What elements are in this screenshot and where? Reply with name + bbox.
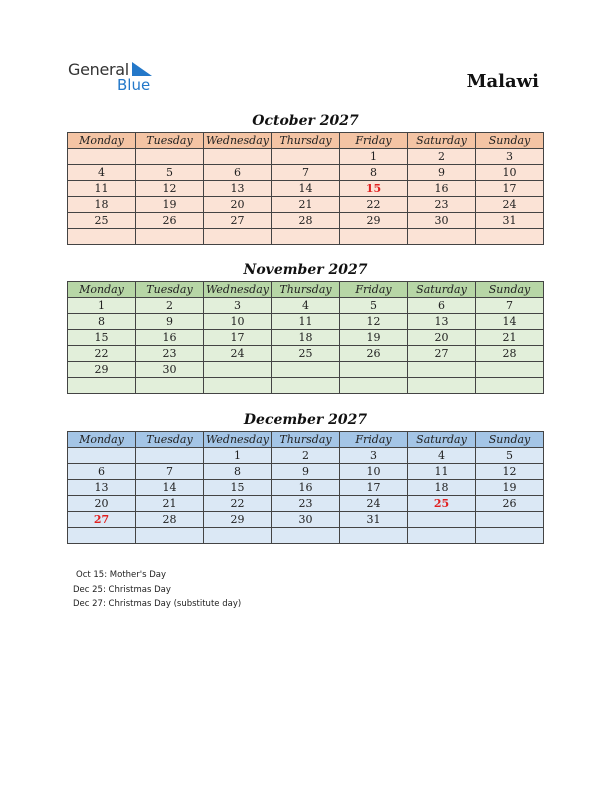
empty-day-cell [204,229,272,245]
day-cell: 7 [136,464,204,480]
day-cell: 20 [408,330,476,346]
month-november [67,260,544,394]
day-cell: 3 [340,448,408,464]
empty-day-cell [408,528,476,544]
holiday-note: Dec 25: Christmas Day [73,584,171,595]
day-cell: 10 [340,464,408,480]
day-cell: 31 [340,512,408,528]
weekday-header-sunday: Sunday [476,282,544,298]
country-title: Malawi [466,71,539,92]
day-cell: 29 [204,512,272,528]
calendar-table [67,132,544,245]
day-cell: 23 [272,496,340,512]
day-cell: 6 [408,298,476,314]
day-cell: 22 [340,197,408,213]
weekday-header-row [68,133,544,149]
weekday-header-monday: Monday [68,282,136,298]
empty-day-cell [408,512,476,528]
empty-day-cell [340,528,408,544]
empty-day-cell [68,378,136,394]
month-october [67,111,544,245]
weekday-header-tuesday: Tuesday [136,432,204,448]
weekday-header-sunday: Sunday [476,432,544,448]
day-cell: 9 [408,165,476,181]
empty-day-cell [68,149,136,165]
empty-day-cell [272,149,340,165]
empty-day-cell [204,362,272,378]
holiday-notes [73,568,241,612]
day-cell: 20 [68,496,136,512]
day-cell: 19 [136,197,204,213]
day-cell: 9 [272,464,340,480]
day-cell: 26 [340,346,408,362]
month-title: October 2027 [252,113,359,129]
day-cell: 24 [340,496,408,512]
week-row [68,448,544,464]
holiday-note: Dec 27: Christmas Day (substitute day) [73,599,242,609]
week-row [68,330,544,346]
logo-triangle-icon [132,62,152,78]
week-row [68,314,544,330]
day-cell: 14 [476,314,544,330]
day-cell: 16 [136,330,204,346]
week-row [68,181,544,197]
empty-day-cell [476,362,544,378]
day-cell: 2 [272,448,340,464]
empty-day-cell [476,512,544,528]
empty-day-cell [136,378,204,394]
day-cell: 27 [204,213,272,229]
day-cell: 30 [408,213,476,229]
day-cell: 23 [408,197,476,213]
weekday-header-monday: Monday [68,133,136,149]
day-cell: 19 [476,480,544,496]
day-cell: 12 [476,464,544,480]
weekday-header-thursday: Thursday [272,432,340,448]
day-cell: 17 [204,330,272,346]
logo [68,60,168,96]
empty-day-cell [476,528,544,544]
day-cell: 24 [204,346,272,362]
day-cell: 4 [272,298,340,314]
week-row [68,464,544,480]
day-cell: 10 [476,165,544,181]
empty-day-cell [272,378,340,394]
day-cell: 18 [408,480,476,496]
day-cell: 25 [68,213,136,229]
empty-day-cell [68,229,136,245]
month-title: December 2027 [243,412,368,428]
day-cell: 28 [136,512,204,528]
week-row [68,362,544,378]
day-cell: 29 [68,362,136,378]
day-cell: 17 [340,480,408,496]
day-cell: 11 [272,314,340,330]
empty-day-cell [136,229,204,245]
weekday-header-friday: Friday [340,282,408,298]
day-cell: 13 [68,480,136,496]
day-cell: 30 [272,512,340,528]
day-cell: 6 [68,464,136,480]
day-cell: 13 [408,314,476,330]
empty-day-cell [204,378,272,394]
weekday-header-saturday: Saturday [408,133,476,149]
week-row [68,213,544,229]
day-cell: 12 [136,181,204,197]
day-cell: 24 [476,197,544,213]
day-cell: 27 [408,346,476,362]
day-cell: 21 [136,496,204,512]
empty-day-cell [272,362,340,378]
day-cell: 11 [68,181,136,197]
calendar-table [67,431,544,544]
weekday-header-tuesday: Tuesday [136,282,204,298]
empty-day-cell [204,149,272,165]
empty-day-cell [68,448,136,464]
day-cell: 18 [68,197,136,213]
day-cell: 4 [408,448,476,464]
day-cell: 12 [340,314,408,330]
weekday-header-thursday: Thursday [272,282,340,298]
weekday-header-wednesday: Wednesday [204,133,272,149]
day-cell: 5 [476,448,544,464]
week-row [68,197,544,213]
empty-day-cell [408,229,476,245]
day-cell: 3 [476,149,544,165]
day-cell: 21 [272,197,340,213]
weekday-header-thursday: Thursday [272,133,340,149]
day-cell: 15 [68,330,136,346]
logo-text-general: General [68,60,129,79]
week-row [68,480,544,496]
day-cell: 28 [272,213,340,229]
month-december [67,410,544,544]
day-cell: 30 [136,362,204,378]
weekday-header-friday: Friday [340,133,408,149]
day-cell: 22 [204,496,272,512]
calendar-table [67,281,544,394]
empty-day-cell [340,378,408,394]
day-cell: 28 [476,346,544,362]
day-cell: 31 [476,213,544,229]
day-cell: 13 [204,181,272,197]
day-cell: 11 [408,464,476,480]
day-cell: 17 [476,181,544,197]
weekday-header-friday: Friday [340,432,408,448]
day-cell: 7 [272,165,340,181]
day-cell: 8 [204,464,272,480]
day-cell: 16 [408,181,476,197]
empty-day-cell [340,362,408,378]
empty-day-cell [476,229,544,245]
week-row [68,346,544,362]
empty-day-cell [272,229,340,245]
empty-day-cell [408,378,476,394]
week-row [68,229,544,245]
day-cell: 25 [272,346,340,362]
day-cell: 6 [204,165,272,181]
weekday-header-monday: Monday [68,432,136,448]
day-cell: 26 [476,496,544,512]
day-cell: 14 [272,181,340,197]
day-cell: 2 [408,149,476,165]
weekday-header-row [68,282,544,298]
day-cell: 19 [340,330,408,346]
day-cell: 29 [340,213,408,229]
holiday-day-cell: 15 [340,181,408,197]
week-row [68,149,544,165]
day-cell: 26 [136,213,204,229]
day-cell: 5 [136,165,204,181]
day-cell: 2 [136,298,204,314]
day-cell: 1 [204,448,272,464]
day-cell: 15 [204,480,272,496]
weekday-header-saturday: Saturday [408,282,476,298]
day-cell: 3 [204,298,272,314]
week-row [68,496,544,512]
weekday-header-row [68,432,544,448]
empty-day-cell [204,528,272,544]
week-row [68,378,544,394]
day-cell: 8 [340,165,408,181]
empty-day-cell [340,229,408,245]
day-cell: 4 [68,165,136,181]
empty-day-cell [136,448,204,464]
weekday-header-tuesday: Tuesday [136,133,204,149]
day-cell: 8 [68,314,136,330]
day-cell: 23 [136,346,204,362]
holiday-day-cell: 27 [68,512,136,528]
day-cell: 10 [204,314,272,330]
day-cell: 16 [272,480,340,496]
empty-day-cell [136,149,204,165]
month-title: November 2027 [243,262,368,278]
week-row [68,512,544,528]
day-cell: 9 [136,314,204,330]
holiday-note: Oct 15: Mother's Day [76,570,167,580]
logo-text-blue: Blue [117,76,151,94]
day-cell: 18 [272,330,340,346]
empty-day-cell [68,528,136,544]
day-cell: 20 [204,197,272,213]
weekday-header-sunday: Sunday [476,133,544,149]
empty-day-cell [408,362,476,378]
day-cell: 5 [340,298,408,314]
day-cell: 14 [136,480,204,496]
weekday-header-wednesday: Wednesday [204,282,272,298]
week-row [68,528,544,544]
week-row [68,298,544,314]
week-row [68,165,544,181]
empty-day-cell [476,378,544,394]
empty-day-cell [136,528,204,544]
day-cell: 1 [340,149,408,165]
holiday-day-cell: 25 [408,496,476,512]
day-cell: 1 [68,298,136,314]
day-cell: 21 [476,330,544,346]
weekday-header-wednesday: Wednesday [204,432,272,448]
weekday-header-saturday: Saturday [408,432,476,448]
empty-day-cell [272,528,340,544]
day-cell: 7 [476,298,544,314]
day-cell: 22 [68,346,136,362]
